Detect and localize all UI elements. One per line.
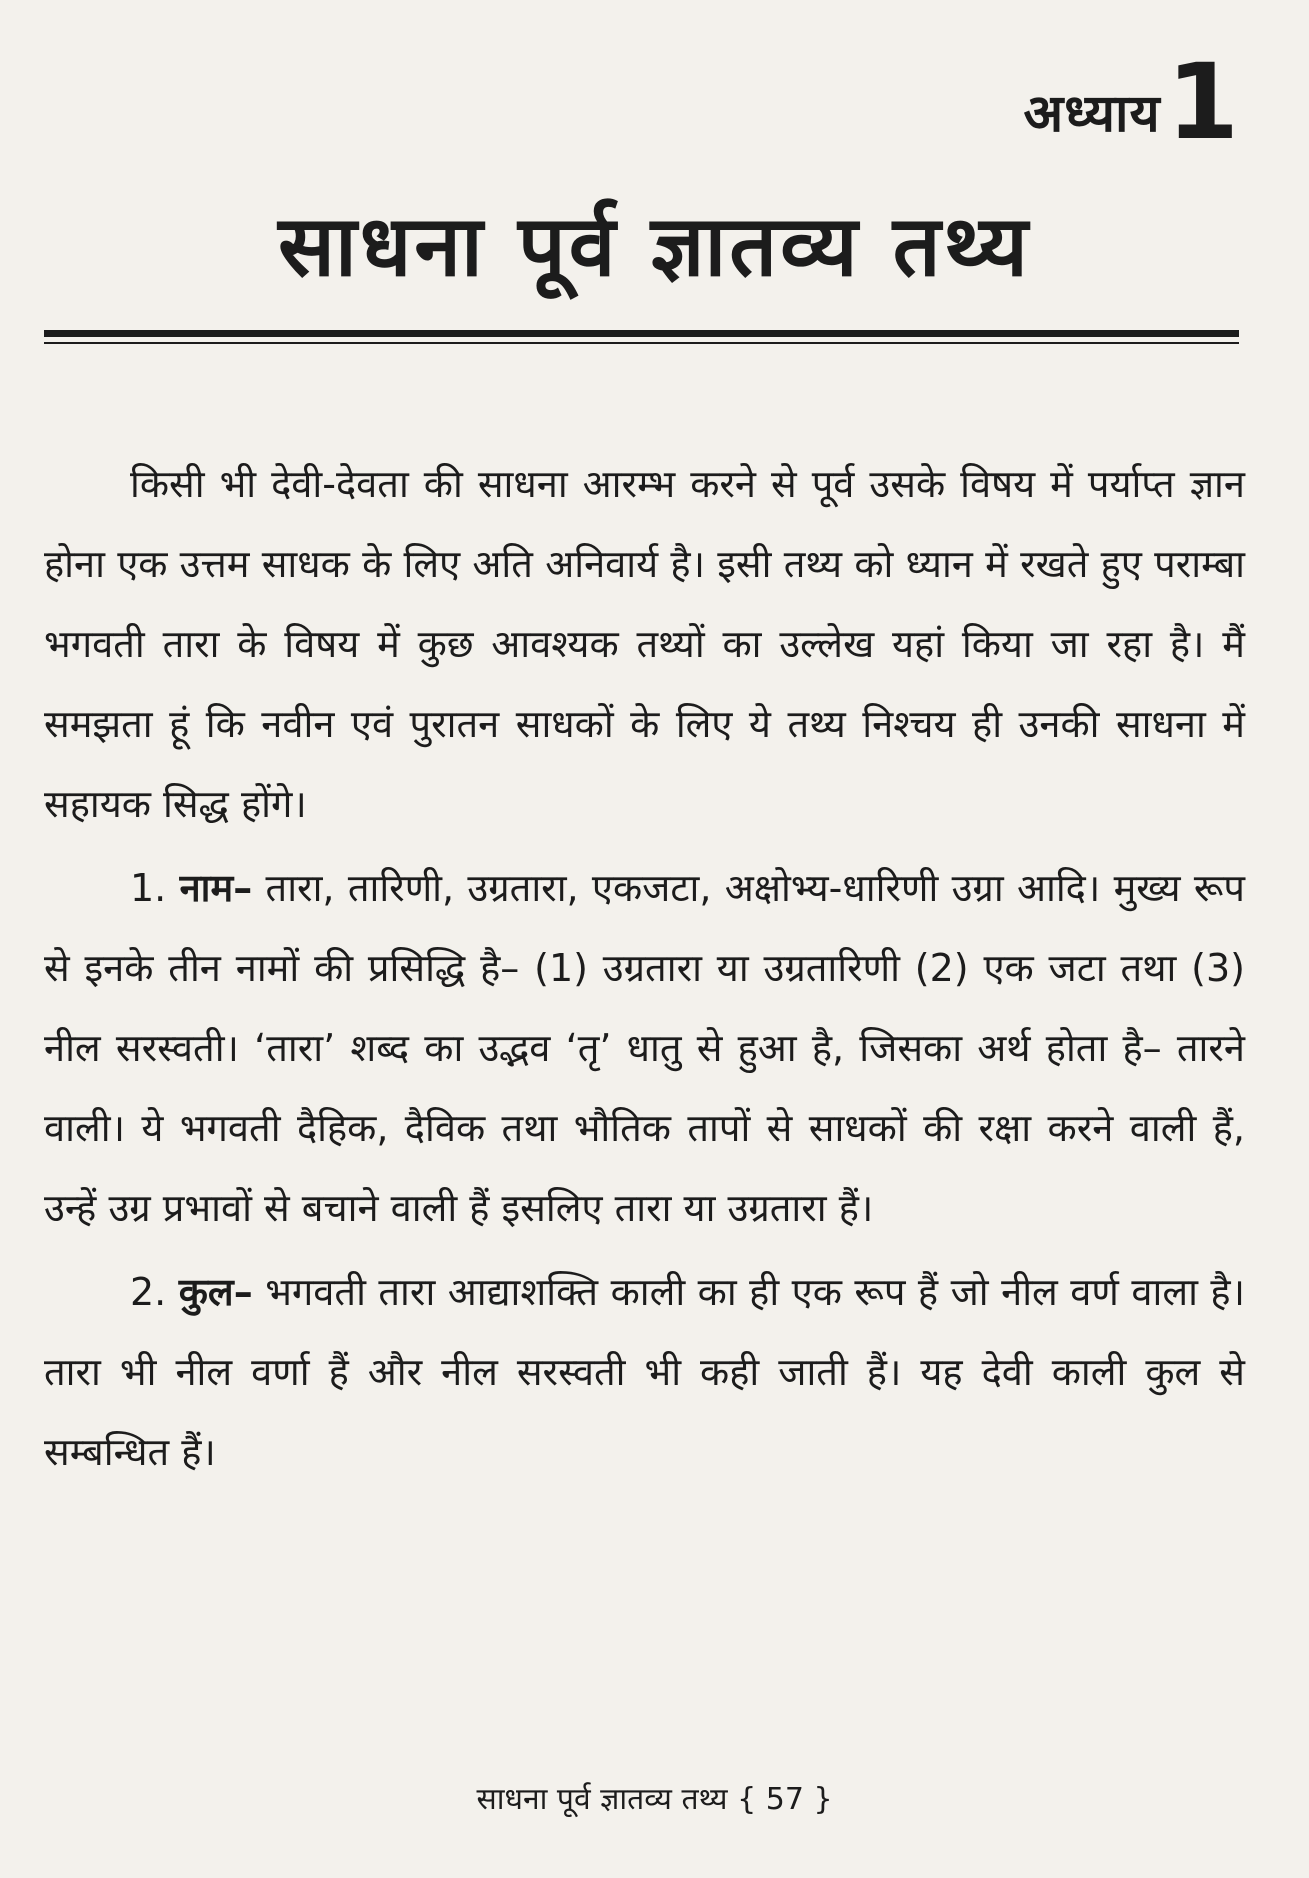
- page-number: { 57 }: [737, 1782, 833, 1817]
- item-1-text: तारा, तारिणी, उग्रतारा, एकजटा, अक्षोभ्य-धारिणी उग्रा आदि। मुख्य रूप से इनके तीन नामों की प्रसिद्धि है– (1) उग्रतारा या उग्रतारिणी (2) एक जटा तथा (3) नील सरस्वती। ‘तारा’ शब्द का उद्भव ‘तृ’ धातु से हुआ है, जिसका अर्थ होता है– तारने वाली। ये भगवती दैहिक, दैविक तथा भौतिक तापों से साधकों की रक्षा करने वाली हैं, उन्हें उग्र प्रभावों से बचाने वाली हैं इसलिए तारा या उग्रतारा हैं।: [44, 866, 1245, 1230]
- title-rule-thin: [44, 342, 1239, 344]
- chapter-word: अध्याय: [1023, 83, 1161, 144]
- item-2-number: 2.: [130, 1270, 167, 1314]
- page-title: साधना पूर्व ज्ञातव्य तथ्य: [278, 197, 1031, 295]
- item-1-paragraph: [44, 848, 1245, 1248]
- intro-paragraph: किसी भी देवी-देवता की साधना आरम्भ करने से पूर्व उसके विषय में पर्याप्त ज्ञान होना एक उत्तम साधक के लिए अति अनिवार्य है। इसी तथ्य को ध्यान में रखते हुए पराम्बा भगवती तारा के विषय में कुछ आवश्यक तथ्यों का उल्लेख यहां किया जा रहा है। मैं समझता हूं कि नवीन एवं पुरातन साधकों के लिए ये तथ्य निश्चय ही उनकी साधना में सहायक सिद्ध होंगे।: [44, 462, 1245, 826]
- footer-title: साधना पूर्व ज्ञातव्य तथ्य: [476, 1782, 728, 1817]
- chapter-label: [1023, 41, 1239, 163]
- page-footer: [0, 1780, 1309, 1819]
- body-text: [44, 444, 1245, 1492]
- title-rule-thick: [44, 330, 1239, 337]
- item-2-paragraph: [44, 1252, 1245, 1492]
- item-2-heading: कुल–: [178, 1270, 253, 1314]
- chapter-number: 1: [1166, 41, 1239, 163]
- item-2-text: भगवती तारा आद्याशक्ति काली का ही एक रूप हैं जो नील वर्ण वाला है। तारा भी नील वर्णा हैं और नील सरस्वती भी कही जाती हैं। यह देवी काली कुल से सम्बन्धित हैं।: [44, 1270, 1245, 1474]
- item-1-number: 1.: [130, 866, 167, 910]
- item-1-heading: नाम–: [179, 866, 253, 910]
